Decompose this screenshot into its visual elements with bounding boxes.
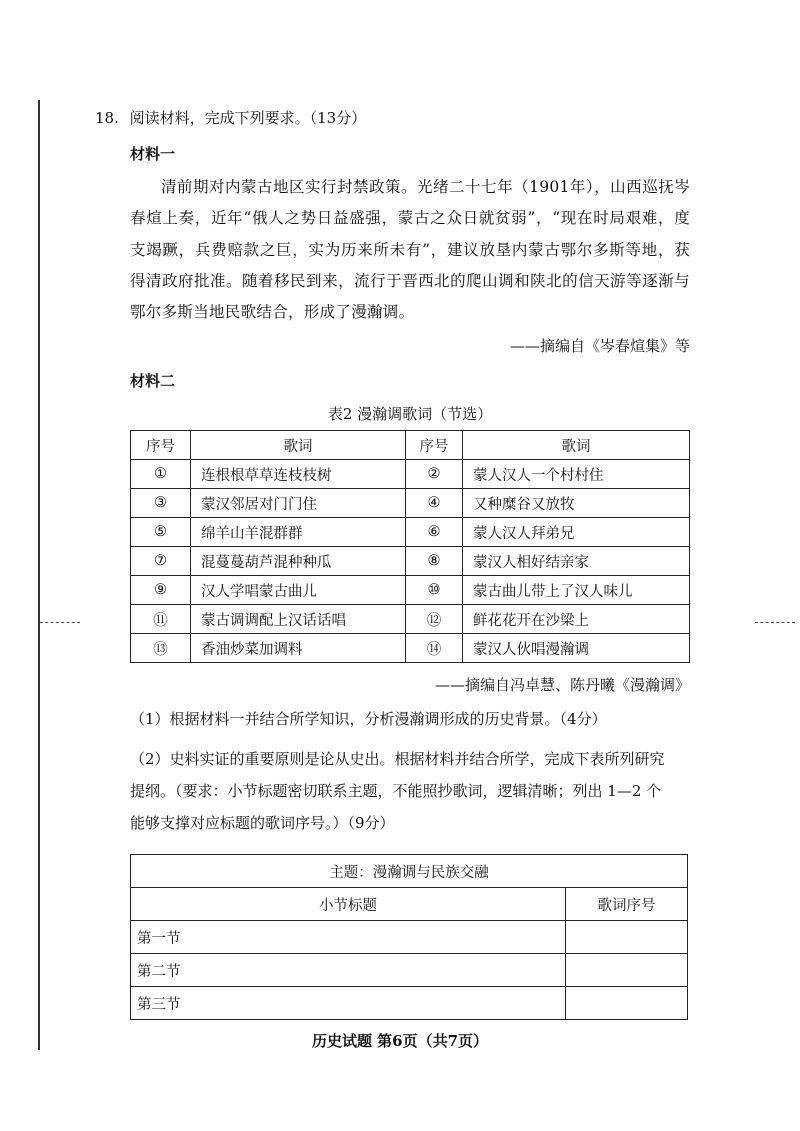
question-prompt: 阅读材料，完成下列要求。（13分） <box>129 109 367 127</box>
material1-label: 材料一 <box>130 145 176 163</box>
lyric-number: ① <box>131 460 191 489</box>
material1-text: 清前期对内蒙古地区实行封禁政策。光绪二十七年（1901年），山西巡抚岑春煊上奏，近年“俄人之势日益盛强，蒙古之众日就贫弱”，“现在时局艰难，度支竭蹶，兵费赔款之巨，实为历来所未有”，建议放垦内蒙古鄂尔多斯等地，获得清政府批准。随着移民到来，流行于晋西北的爬山调和陕北的信天游等逐渐与鄂尔多斯当地民歌结合，形成了漫瀚调。 <box>130 178 690 322</box>
lyric-number: ⑬ <box>131 634 191 663</box>
header-cell: 歌词 <box>463 431 690 460</box>
outline-row <box>131 987 688 1020</box>
lyric-text: 蒙汉人相好结亲家 <box>463 547 690 576</box>
lyric-number: ⑩ <box>406 576 463 605</box>
sub-question-2-line3: 能够支撑对应标题的歌词序号。）（9分） <box>130 814 395 832</box>
table-caption: 表2 漫瀚调歌词（节选） <box>327 405 493 423</box>
outline-table <box>130 854 688 1020</box>
lyric-text: 蒙古曲儿带上了汉人味儿 <box>463 576 690 605</box>
outline-row <box>131 921 688 954</box>
lyric-number-cell <box>566 921 688 954</box>
sub-question-1: （1）根据材料一并结合所学知识，分析漫瀚调形成的历史背景。（4分） <box>130 710 607 728</box>
lyric-text: 蒙汉邻居对门门住 <box>191 489 406 518</box>
table-row <box>131 489 690 518</box>
table-row <box>131 518 690 547</box>
lyric-text: 连根根草草连枝枝树 <box>191 460 406 489</box>
lyric-number-cell <box>566 954 688 987</box>
lyrics-table <box>130 430 690 663</box>
header-cell: 序号 <box>406 431 463 460</box>
lyric-number: ⑪ <box>131 605 191 634</box>
section-title-cell: 第三节 <box>131 987 566 1020</box>
lyric-number: ⑦ <box>131 547 191 576</box>
header-cell: 歌词 <box>191 431 406 460</box>
material2-label: 材料二 <box>130 372 176 390</box>
lyric-text: 绵羊山羊混群群 <box>191 518 406 547</box>
lyric-number-cell <box>566 987 688 1020</box>
lyric-number: ⑭ <box>406 634 463 663</box>
question-header <box>95 107 366 128</box>
lyric-number: ⑥ <box>406 518 463 547</box>
outline-row <box>131 954 688 987</box>
lyric-text: 蒙人汉人拜弟兄 <box>463 518 690 547</box>
lyric-number: ④ <box>406 489 463 518</box>
fold-mark-left <box>40 622 80 623</box>
sub-question-2-line1: （2）史料实证的重要原则是论从史出。根据材料并结合所学，完成下表所列研究 <box>130 750 665 768</box>
lyric-text: 蒙汉人伙唱漫瀚调 <box>463 634 690 663</box>
material2-source: ——摘编自冯卓慧、陈丹曦《漫瀚调》 <box>434 676 690 694</box>
section-title-cell: 第二节 <box>131 954 566 987</box>
page-footer: 历史试题 第6页（共7页） <box>311 1032 489 1050</box>
lyric-text: 蒙人汉人一个村村住 <box>463 460 690 489</box>
lyric-text: 又种糜谷又放牧 <box>463 489 690 518</box>
lyric-text: 鲜花花开在沙梁上 <box>463 605 690 634</box>
lyric-number: ② <box>406 460 463 489</box>
lyric-text: 汉人学唱蒙古曲儿 <box>191 576 406 605</box>
table-row <box>131 547 690 576</box>
sub-question-2-line2: 提纲。（要求：小节标题密切联系主题，不能照抄歌词，逻辑清晰；列出 1—2 个 <box>130 782 662 800</box>
fold-mark-right <box>755 622 795 623</box>
table-row <box>131 605 690 634</box>
header-cell: 序号 <box>131 431 191 460</box>
lyric-number: ⑤ <box>131 518 191 547</box>
table-row <box>131 460 690 489</box>
lyric-number: ③ <box>131 489 191 518</box>
section-title-cell: 第一节 <box>131 921 566 954</box>
table-row <box>131 634 690 663</box>
outline-col-lyric-number: 歌词序号 <box>566 888 688 921</box>
lyric-number: ⑨ <box>131 576 191 605</box>
lyric-text: 蒙古调调配上汉话话唱 <box>191 605 406 634</box>
outline-theme: 主题：漫瀚调与民族交融 <box>131 855 688 888</box>
margin-line <box>38 100 40 1050</box>
outline-col-title: 小节标题 <box>131 888 566 921</box>
material1-source: ——摘编自《岑春煊集》等 <box>509 337 690 355</box>
lyric-text: 香油炒菜加调料 <box>191 634 406 663</box>
table-row <box>131 576 690 605</box>
lyric-number: ⑫ <box>406 605 463 634</box>
lyric-text: 混蔓蔓葫芦混种种瓜 <box>191 547 406 576</box>
lyric-number: ⑧ <box>406 547 463 576</box>
question-number: 18. <box>95 109 119 127</box>
table-header-row <box>131 431 690 460</box>
